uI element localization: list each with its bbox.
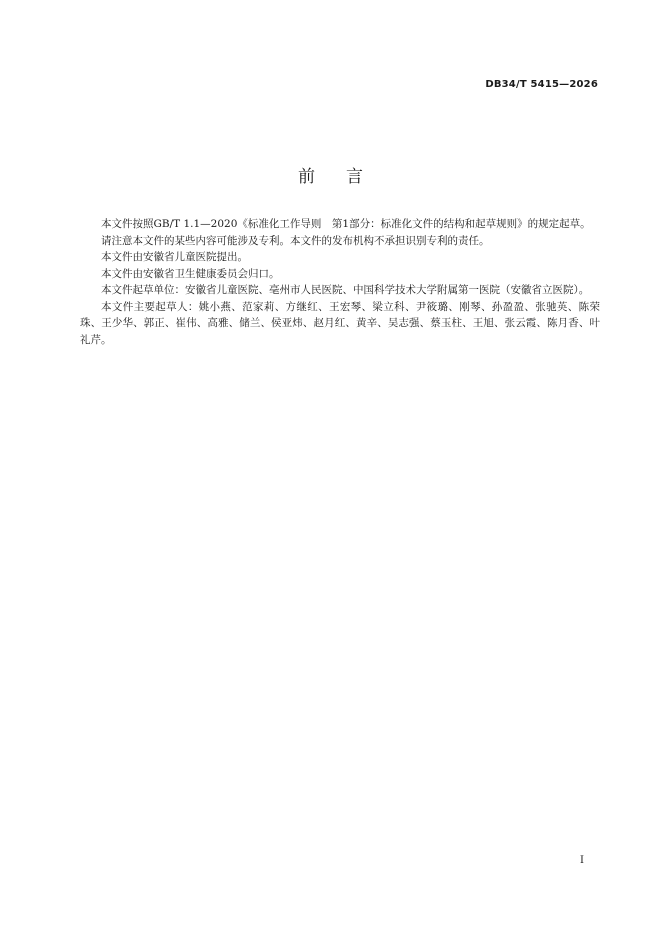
paragraph-patent-notice: 请注意本文件的某些内容可能涉及专利。本文件的发布机构不承担识别专利的责任。 (101, 234, 490, 247)
paragraph-drafting-units: 本文件起草单位：安徽省儿童医院、亳州市人民医院、中国科学技术大学附属第一医院（安徽省立医院）。 (101, 284, 590, 296)
paragraph-drafting-basis: 本文件按照GB/T 1.1—2020《标准化工作导则 第1部分：标准化文件的结构和起草规则》的规定起草。 (101, 218, 591, 230)
paragraph-drafters: 本文件主要起草人：姚小燕、范家莉、方继红、王宏琴、梁立科、尹筱璐、刚琴、孙盈盈、张驰英、陈荣珠、王少华、郭正、崔伟、高雅、储兰、侯亚炜、赵月红、黄辛、吴志强、蔡玉柱、王旭、张云霞、陈月香、叶礼芹。 (80, 300, 600, 346)
document-code: DB34/T 5415—2026 (485, 79, 598, 90)
title-char-1: 前 (298, 167, 316, 187)
paragraph-administrator: 本文件由安徽省卫生健康委员会归口。 (101, 267, 280, 280)
page-title (0, 162, 662, 187)
page-number: I (580, 855, 584, 866)
title-char-2: 言 (346, 167, 364, 187)
foreword-body (80, 216, 600, 348)
paragraph-proposer: 本文件由安徽省儿童医院提出。 (101, 251, 248, 263)
